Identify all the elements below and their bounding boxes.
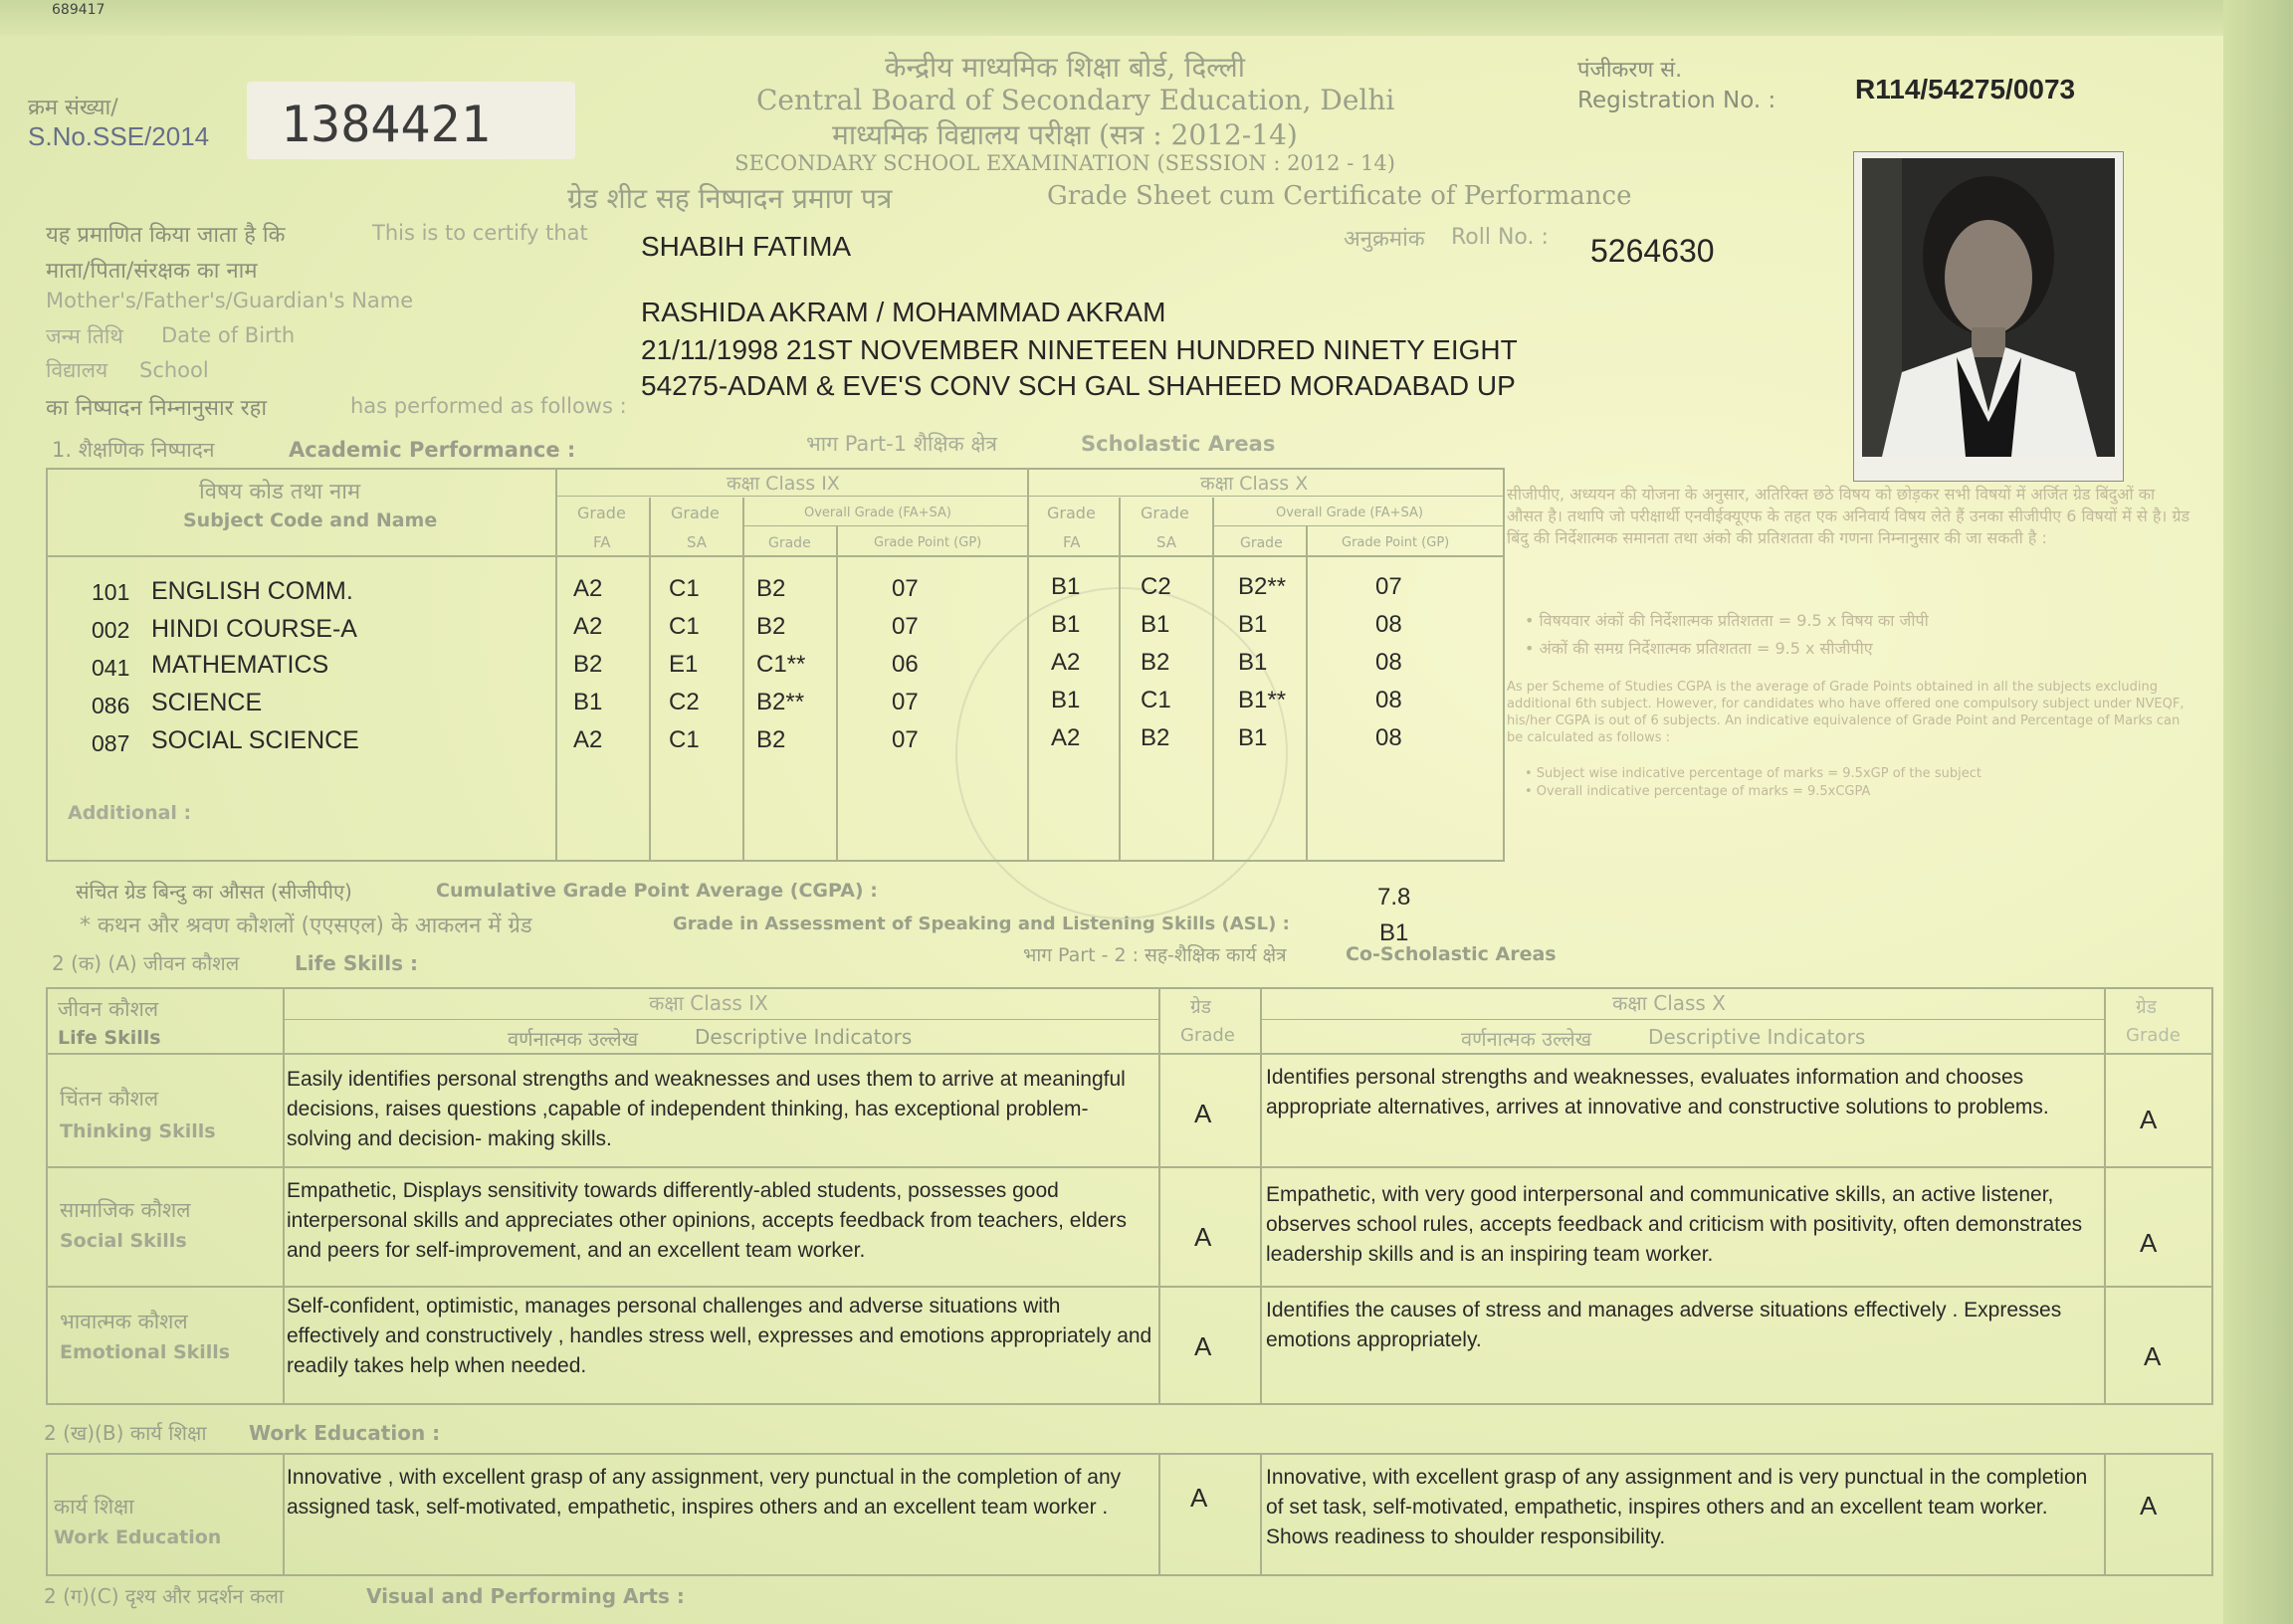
life-col-rule [1260, 987, 1262, 1403]
c10-overall-grade: B1 [1238, 611, 1268, 638]
c10-sa-grade-label: Grade [1141, 504, 1189, 522]
part2-label: Co-Scholastic Areas [1346, 943, 1557, 965]
c10-fa-grade: A2 [1051, 649, 1081, 676]
part2-label-hindi: भाग Part - 2 : सह-शैक्षिक कार्य क्षेत्र [1023, 944, 1287, 966]
dob-label: Date of Birth [161, 323, 296, 347]
skill-name: Thinking Skills [60, 1120, 216, 1142]
life-header-rule [1260, 1019, 2104, 1020]
serial-label-hindi: क्रम संख्या/ [28, 96, 118, 120]
notes-english: As per Scheme of Studies CGPA is the average of Grade Points obtained in all the subjects excluding additional 6th subject. However, for candidates who have offered one compulsory subject under NVEQF, his/her CGPA is out of 6 subjects. An indicative equivalence of Grade Point and Percentage of Marks can be calculated as follows : [1507, 680, 2185, 745]
c10-overall-grade: B1 [1238, 649, 1268, 676]
c10-overall-grade-label: Grade [1240, 535, 1283, 551]
cgpa-label-hindi: संचित ग्रेड बिन्दु का औसत (सीजीपीए) [76, 880, 352, 904]
guardian-label: Mother's/Father's/Guardian's Name [46, 289, 414, 312]
visual-arts-heading-hindi: 2 (ग)(C) दृश्य और प्रदर्शन कला [44, 1584, 285, 1608]
class9-grade: A [1194, 1222, 1212, 1252]
title-hindi: ग्रेड शीट सह निष्पादन प्रमाण पत्र [567, 182, 893, 215]
cgpa-value: 7.8 [1377, 884, 1411, 911]
document-code: 689417 [52, 2, 105, 18]
life-desc9: Descriptive Indicators [695, 1025, 913, 1049]
subject-code: 002 [92, 617, 130, 643]
life-grade9: Grade [1180, 1025, 1235, 1046]
class9-indicator: Easily identifies personal strengths and weaknesses and uses them to arrive at meaningful decisions, raises questions ,capable of independent thinking, has exceptional problem- solving and decision- making skills. [287, 1068, 1126, 1150]
c9-sa-grade-label: Grade [671, 504, 720, 522]
c9-sa-grade: E1 [669, 651, 699, 678]
skill-name-hindi: भावात्मक कौशल [60, 1310, 188, 1333]
cgpa-label: Cumulative Grade Point Average (CGPA) : [436, 880, 878, 902]
class10-grade: A [2140, 1228, 2158, 1258]
academic-col-rule [1119, 498, 1121, 860]
c9-fa-grade: A2 [573, 726, 603, 753]
class10-grade: A [2140, 1105, 2158, 1134]
academic-col-rule [1027, 468, 1029, 860]
guardian-label-hindi: माता/पिता/संरक्षक का नाम [46, 259, 258, 284]
c9-fa-grade: A2 [573, 575, 603, 602]
class9-indicator: Self-confident, optimistic, manages personal challenges and adverse situations with effectively and constructively , handles stress well, expresses and emotions appropriately and readily takes help when needed. [287, 1295, 1152, 1377]
registration-label: Registration No. : [1577, 88, 1776, 113]
life-skills-heading: Life Skills : [295, 951, 418, 975]
c10-fa-grade: B1 [1051, 573, 1081, 600]
board-name: Central Board of Secondary Education, Delhi [756, 84, 1395, 116]
c9-overall-grade: B2 [756, 575, 786, 602]
subject-name: MATHEMATICS [151, 651, 329, 679]
c9-fa-label: FA [593, 533, 611, 551]
c10-overall-label: Overall Grade (FA+SA) [1276, 506, 1423, 520]
work-col-rule [1158, 1453, 1160, 1574]
c9-grade-point: 07 [892, 613, 919, 640]
c10-grade-point: 08 [1375, 649, 1402, 676]
subject-col-header: Subject Code and Name [183, 509, 438, 531]
class9-header: कक्षा Class IX [727, 473, 840, 495]
asl-label-hindi: * कथन और श्रवण कौशलों (एएसएल) के आकलन में ग्रेड [80, 914, 532, 938]
subject-col-header-hindi: विषय कोड तथा नाम [199, 480, 361, 505]
c9-grade-point: 07 [892, 726, 919, 753]
document-title: Grade Sheet cum Certificate of Performance [1047, 181, 1632, 211]
roll-label: Roll No. : [1451, 225, 1549, 250]
skill-name: Emotional Skills [60, 1341, 231, 1363]
notes-english-bullet2: • Overall indicative percentage of marks = 9.5xCGPA [1525, 784, 1871, 799]
c10-sa-grade: B1 [1141, 611, 1170, 638]
c9-grade-point: 06 [892, 651, 919, 678]
work-ed-heading: Work Education : [249, 1421, 441, 1445]
c9-sa-grade: C2 [669, 689, 700, 715]
life-header-rule [283, 1019, 1158, 1020]
c10-overall-grade: B1 [1238, 724, 1268, 751]
work-col-rule [1260, 1453, 1262, 1574]
academic-col-rule [649, 498, 651, 860]
c9-overall-grade-label: Grade [768, 535, 811, 551]
c9-grade-point-label: Grade Point (GP) [874, 535, 982, 550]
c10-sa-grade: B2 [1141, 649, 1170, 676]
c10-fa-grade: A2 [1051, 724, 1081, 751]
registration-label-hindi: पंजीकरण सं. [1577, 58, 1683, 83]
academic-heading: Academic Performance : [289, 438, 576, 462]
student-name: SHABIH FATIMA [641, 231, 852, 262]
serial-label: S.No.SSE/2014 [28, 121, 210, 151]
registration-number: R114/54275/0073 [1855, 74, 2076, 104]
academic-col-rule [555, 468, 557, 860]
part1-label-hindi: भाग Part-1 शैक्षिक क्षेत्र [806, 432, 997, 456]
c10-fa-grade: B1 [1051, 611, 1081, 638]
exam-name-hindi: माध्यमिक विद्यालय परीक्षा (सत्र : 2012-14) [832, 118, 1298, 151]
subject-code: 086 [92, 693, 130, 718]
life-col-rule [283, 987, 285, 1403]
work-col-rule [283, 1453, 285, 1574]
dob-label-hindi: जन्म तिथि [46, 324, 123, 348]
c10-sa-grade: C1 [1141, 687, 1171, 713]
class10-indicator: Identifies personal strengths and weaknesses, evaluates information and chooses appropriate alternatives, arrives at innovative and constructive solutions to problems. [1266, 1066, 2049, 1118]
performed-label: has performed as follows : [350, 394, 627, 418]
school-name: 54275-ADAM & EVE'S CONV SCH GAL SHAHEED MORADABAD UP [641, 370, 1516, 401]
class9-grade: A [1194, 1099, 1212, 1128]
class9-grade: A [1190, 1483, 1208, 1513]
c9-grade-point: 07 [892, 575, 919, 602]
class9-indicator: Empathetic, Displays sensitivity towards differently-abled students, possesses good interpersonal skills and appreciates other opinions, accepts feedback from teachers, elders and peers for self-improvement, and an excellent team worker. [287, 1179, 1127, 1262]
academic-col-rule [836, 525, 838, 860]
serial-number: 1384421 [281, 96, 491, 153]
notes-hindi-bullet1: • विषयवार अंकों की निर्देशात्मक प्रतिशतता = 9.5 x विषय का जीपी [1525, 611, 1929, 630]
work-ed-heading-hindi: 2 (ख)(B) कार्य शिक्षा [44, 1421, 207, 1445]
exam-name: SECONDARY SCHOOL EXAMINATION (SESSION : 2012 - 14) [734, 151, 1395, 175]
subject-code: 041 [92, 655, 130, 681]
life-desc9-hindi: वर्णनात्मक उल्लेख [508, 1027, 639, 1051]
work-col-rule [2104, 1453, 2106, 1574]
c10-grade-point: 08 [1375, 724, 1402, 751]
skill-name-hindi: चिंतन कौशल [60, 1087, 159, 1111]
life-grade10-hindi: ग्रेड [2136, 996, 2157, 1018]
guardian-name: RASHIDA AKRAM / MOHAMMAD AKRAM [641, 297, 1166, 327]
c10-overall-grade: B1** [1238, 687, 1287, 713]
academic-header-rule [1212, 525, 1503, 526]
c10-grade-point-label: Grade Point (GP) [1342, 535, 1450, 550]
portrait-image [1862, 158, 2115, 457]
c10-sa-grade: B2 [1141, 724, 1170, 751]
life-class10-header: कक्षा Class X [1612, 991, 1726, 1015]
date-of-birth: 21/11/1998 21ST NOVEMBER NINETEEN HUNDRED NINETY EIGHT [641, 334, 1518, 365]
c9-sa-grade: C1 [669, 575, 700, 602]
c10-fa-grade-label: Grade [1047, 504, 1096, 522]
c10-sa-grade: C2 [1141, 573, 1171, 600]
class10-grade: A [2140, 1491, 2158, 1521]
school-label: School [139, 358, 209, 382]
c9-overall-grade: B2** [756, 689, 805, 715]
academic-heading-hindi: 1. शैक्षणिक निष्पादन [52, 438, 215, 462]
right-border [2223, 0, 2293, 1624]
c10-overall-grade: B2** [1238, 573, 1287, 600]
part1-label: Scholastic Areas [1081, 432, 1276, 456]
c9-overall-grade: B2 [756, 613, 786, 640]
notes-hindi-bullet2: • अंकों की समग्र निर्देशात्मक प्रतिशतता = 9.5 x सीजीपीए [1525, 639, 1873, 658]
subject-code: 087 [92, 730, 130, 756]
certify-label: This is to certify that [372, 221, 588, 245]
life-grade10: Grade [2126, 1025, 2181, 1046]
visual-arts-heading: Visual and Performing Arts : [366, 1584, 685, 1608]
c9-fa-grade: B1 [573, 689, 603, 715]
life-col-rule [2104, 987, 2106, 1403]
c9-overall-grade: C1** [756, 651, 806, 678]
c10-grade-point: 08 [1375, 611, 1402, 638]
work-ed-name-hindi: कार्य शिक्षा [54, 1495, 134, 1519]
student-photo [1853, 151, 2124, 482]
c10-sa-label: SA [1156, 533, 1177, 551]
life-class9-header: कक्षा Class IX [649, 991, 768, 1015]
subject-name: HINDI COURSE-A [151, 615, 357, 643]
c9-fa-grade: B2 [573, 651, 603, 678]
class9-indicator: Innovative , with excellent grasp of any assignment, very punctual in the completion of any assigned task, self-motivated, empathetic, inspires others and an excellent team worker . [287, 1466, 1122, 1519]
life-row-rule [46, 1166, 2211, 1168]
class9-grade: A [1194, 1331, 1212, 1361]
c10-fa-label: FA [1063, 533, 1081, 551]
roll-label-hindi: अनुक्रमांक [1344, 227, 1425, 252]
subject-name: ENGLISH COMM. [151, 577, 353, 605]
c9-overall-grade: B2 [756, 726, 786, 753]
academic-header-rule [742, 525, 1027, 526]
performed-label-hindi: का निष्पादन निम्नानुसार रहा [46, 396, 268, 421]
board-name-hindi: केन्द्रीय माध्यमिक शिक्षा बोर्ड, दिल्ली [884, 51, 1246, 84]
class10-indicator: Empathetic, with very good interpersonal and communicative skills, an active listener, observes school rules, accepts feedback and criticism with positivity, often demonstrates leadership skills and is an inspiring team worker. [1266, 1183, 2083, 1266]
c10-grade-point: 08 [1375, 687, 1402, 713]
c9-sa-grade: C1 [669, 613, 700, 640]
life-desc10: Descriptive Indicators [1648, 1025, 1866, 1049]
c9-grade-point: 07 [892, 689, 919, 715]
academic-header-rule [555, 496, 1503, 497]
academic-col-rule [1212, 498, 1214, 860]
life-col-rule [1158, 987, 1160, 1403]
skill-name: Social Skills [60, 1230, 187, 1252]
life-row-rule [46, 1053, 2211, 1055]
life-grade9-hindi: ग्रेड [1190, 996, 1211, 1018]
c10-grade-point: 07 [1375, 573, 1402, 600]
skill-name-hindi: सामाजिक कौशल [60, 1198, 191, 1222]
work-ed-name: Work Education [54, 1526, 222, 1548]
certify-label-hindi: यह प्रमाणित किया जाता है कि [46, 223, 286, 248]
class10-indicator: Innovative, with excellent grasp of any assignment and is very punctual in the completion of set task, self-motivated, empathetic, inspires others and an excellent team worker. Shows readiness to shoulder responsibility. [1266, 1466, 2088, 1548]
school-label-hindi: विद्यालय [46, 358, 108, 382]
subject-name: SCIENCE [151, 689, 263, 716]
additional-label: Additional : [68, 802, 192, 824]
c9-overall-label: Overall Grade (FA+SA) [804, 506, 951, 520]
asl-label: Grade in Assessment of Speaking and Listening Skills (ASL) : [673, 914, 1290, 934]
academic-header-rule [46, 555, 1503, 557]
c9-fa-grade-label: Grade [577, 504, 626, 522]
notes-english-bullet1: • Subject wise indicative percentage of marks = 9.5xGP of the subject [1525, 766, 1981, 781]
roll-number: 5264630 [1590, 233, 1715, 269]
life-row-rule [46, 1286, 2211, 1288]
subject-code: 101 [92, 579, 130, 605]
c9-sa-label: SA [687, 533, 708, 551]
subject-name: SOCIAL SCIENCE [151, 726, 359, 754]
class10-header: कक्षा Class X [1200, 473, 1309, 495]
life-skills-col-hindi: जीवन कौशल [58, 997, 159, 1021]
life-skills-col: Life Skills [58, 1027, 161, 1049]
notes-hindi: सीजीपीए, अध्ययन की योजना के अनुसार, अतिरिक्त छठे विषय को छोड़कर सभी विषयों में अर्जित ग्रेड बिंदुओं का औसत है। तथापि जो परीक्षार्थी एनवीईक्यूएफ के तहत एक अनिवार्य विषय लेते हैं उनका सीजीपीए 6 विषयों में से है। ग्रेड बिंदु की निर्देशात्मक समानता तथा अंको की प्रतिशतता की गणना निम्नानुसार की जा सकती है : [1507, 485, 2190, 547]
life-skills-heading-hindi: 2 (क) (A) जीवन कौशल [52, 951, 240, 975]
top-border [0, 0, 2293, 36]
life-desc10-hindi: वर्णनात्मक उल्लेख [1461, 1027, 1592, 1051]
c9-sa-grade: C1 [669, 726, 700, 753]
c10-fa-grade: B1 [1051, 687, 1081, 713]
asl-value: B1 [1379, 919, 1409, 946]
c9-fa-grade: A2 [573, 613, 603, 640]
class10-indicator: Identifies the causes of stress and manages adverse situations effectively . Expresses emotions appropriately. [1266, 1299, 2062, 1351]
academic-col-rule [1306, 525, 1308, 860]
academic-col-rule [742, 498, 744, 860]
class10-grade: A [2144, 1341, 2162, 1371]
